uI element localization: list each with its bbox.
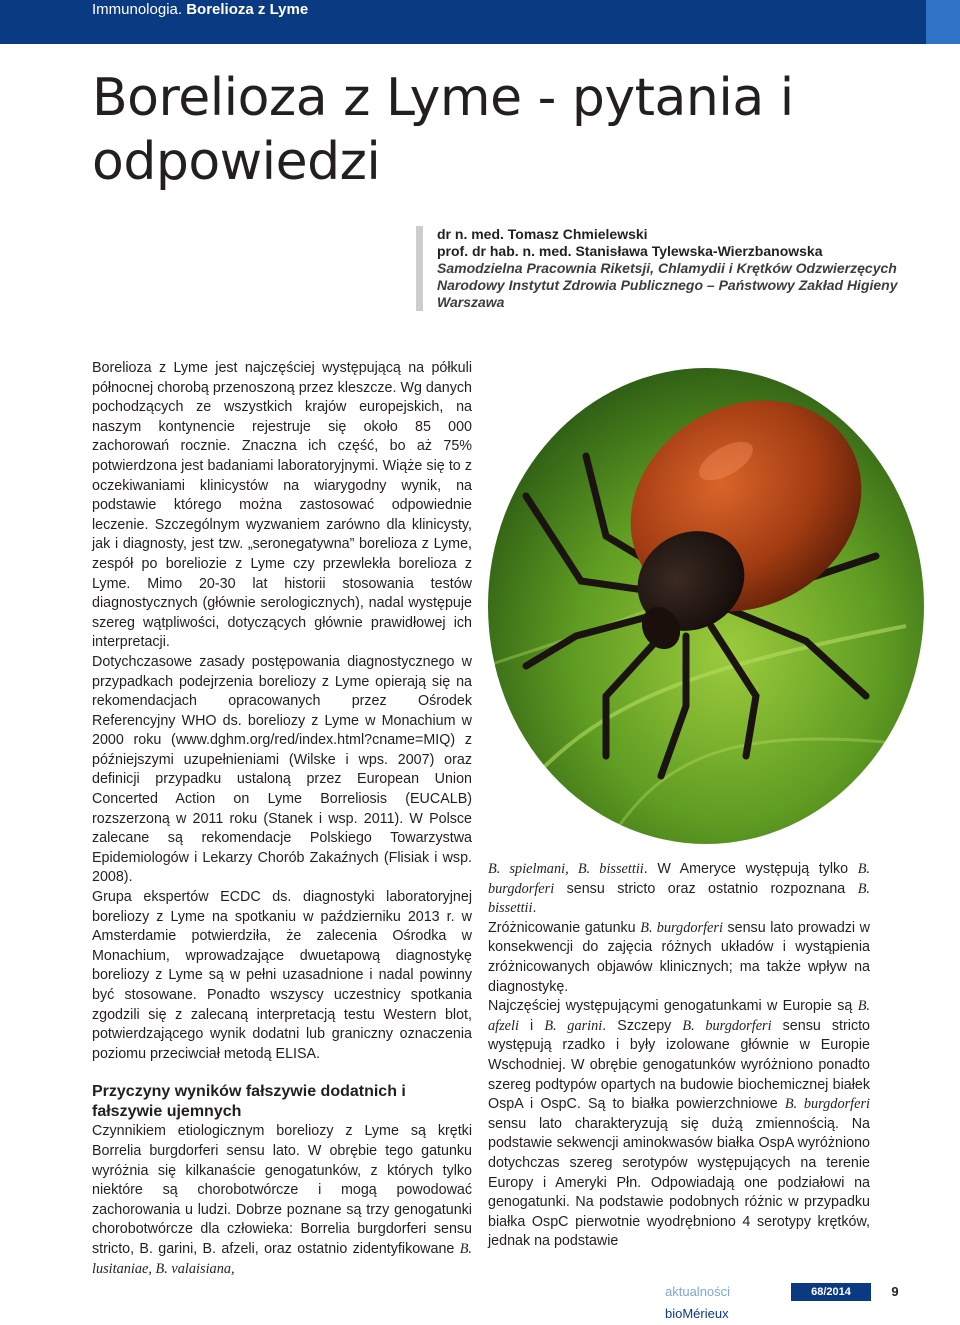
paragraph-species-america	[488, 860, 870, 919]
brand-prefix: aktualności	[665, 1284, 731, 1299]
section-topic: Borelioza z Lyme	[186, 1, 309, 18]
species-italic-4: B. burgdorferi	[640, 919, 723, 936]
affiliation-2: Narodowy Instytut Zdrowia Publicznego – Państwowy Zakład Higieny	[437, 277, 898, 293]
issue-number: 68/2014	[791, 1283, 871, 1301]
text-segment: sensu lato charakteryzują się dużą zmiennością. Na podstawie sekwencji aminokwasów białka OspA wyróżniono dotychczas szereg serotypów występujących na terenie Europy i Ameryki Płn. Odpowiadają one podziałowi na genogatunki. Na podstawie podobnych różnic w przypadku białka OspC pierwotnie wyodrębniono 4 serotypy krętków, jednak na podstawie	[488, 1115, 870, 1250]
top-header-bar	[0, 0, 960, 44]
page-footer	[665, 1281, 935, 1321]
paragraph-genospecies	[488, 997, 870, 1252]
header-corner-accent	[926, 0, 960, 44]
text-segment: Najczęściej występującymi genogatunkami w Europie są	[488, 998, 858, 1015]
paragraph-diversity	[488, 919, 870, 997]
paragraph-etiology	[92, 1122, 472, 1279]
right-column	[488, 860, 870, 1252]
article-title: Borelioza z Lyme - pytania i odpowiedzi	[92, 68, 794, 192]
affiliation-1: Samodzielna Pracownia Riketsji, Chlamydii i Krętków Odzwierzęcych	[437, 260, 897, 276]
paragraph-gap	[92, 1064, 472, 1082]
paragraph-intro: Borelioza z Lyme jest najczęściej występującą na półkuli północnej chorobą przenoszoną przez kleszcze. Wg danych pochodzących ze wszystkich krajów europejskich, na naszym kontynencie rejestruje się około 85 000 zachorowań rocznie. Znaczna ich część, bo aż 75% potwierdzona jest badaniami laboratoryjnymi. Wiąże się to z oczekiwaniami klinicystów na wiarygodny wynik, na podstawie którego można zastosować odpowiednie leczenie. Szczególnym wyzwaniem zarówno dla klinicysty, jak i diagnosty, jest tzw. „seronegatywna” borelioza z Lyme, zespół po boreliozie z Lyme czy przewlekła borelioza z Lyme. Mimo 20-30 lat historii stosowania testów diagnostycznych (głównie serologicznych), nadal występuje szereg wątpliwości, dotyczących głównie prawidłowej ich interpretacji.	[92, 360, 472, 651]
species-italic-2: B. burgdorferi	[488, 861, 870, 897]
paragraph-ecdc: Grupa ekspertów ECDC ds. diagnostyki laboratoryjnej boreliozy z Lyme na spotkaniu w październiku 2013 r. w Amsterdamie potwierdziła, że zalecenia Ośrodka w Monachium, wprowadzające dwuetapową diagnostykę boreliozy z Lyme są w pełni uzasadnione i nadal powinny być stosowane. Ponadto wszyscy uczestnicy spotkania zgodzili się z zalecaną interpretacją testu Western blot, potwierdzającego wynik dodatni lub graniczny oznaczenia poziomu przeciwciał metodą ELISA.	[92, 889, 472, 1062]
brand-name: bioMérieux	[665, 1306, 729, 1321]
text-segment: . Szczepy	[602, 1017, 683, 1034]
text-segment: . W Ameryce występują tylko	[643, 861, 858, 877]
text-segment: .	[532, 900, 537, 917]
species-italic-7: B. burgdorferi	[682, 1017, 772, 1034]
text-segment: sensu stricto oraz ostatnio rozpoznana	[554, 880, 858, 897]
text-segment: sensu stricto występują rzadko i były izolowane głównie w Europie Wschodniej. W obrębie genogatunków wyróżniono ponadto szereg podtypów opartych na budowie biochemicznej białek OspA i OspC. Są to białka powierzchniowe	[488, 1017, 871, 1113]
section-name: Immunologia.	[92, 1, 183, 18]
author-name-2: prof. dr hab. n. med. Stanisława Tylewska-Wierzbanowska	[437, 243, 823, 259]
text-segment: i	[518, 1017, 545, 1034]
section-heading: Przyczyny wyników fałszywie dodatnich i fałszywie ujemnych	[92, 1083, 406, 1121]
author-block	[416, 226, 937, 311]
species-italic-6: B. garini	[544, 1017, 603, 1034]
text-segment: Zróżnicowanie gatunku	[488, 919, 641, 936]
page-number: 9	[891, 1284, 899, 1299]
paragraph-etiology-text: Czynnikiem etiologicznym boreliozy z Lyme są krętki Borrelia burgdorferi sensu lato. W obrębie tego gatunku wyróżnia się kilkanaście genogatunków, z których tylko niektóre są chorobotwórcze i mogą powodować zachorowania u ludzi. Dobrze poznane są trzy genogatunki chorobotwórcze dla człowieka: Borrelia burgdorferi sensu stricto, B. garini, B. afzeli, oraz ostatnio zidentyfikowane	[92, 1123, 472, 1257]
species-italic-8: B. burgdorferi	[784, 1096, 871, 1113]
species-italic-1: B. spielmani, B. bissettii	[488, 861, 644, 877]
footer-brand	[665, 1281, 787, 1321]
species-names-italic: B. lusitaniae, B. valaisiana,	[92, 1240, 472, 1277]
section-label	[92, 0, 308, 20]
affiliation-3: Warszawa	[437, 294, 505, 310]
tick-photo	[486, 366, 926, 846]
left-column	[92, 359, 472, 1279]
text-segment: sensu lato prowadzi w konsekwencji do zajęcia różnych układów i wystąpienia zróżnicowanych objawów klinicznych; ma także wpływ na diagnostykę.	[488, 919, 870, 995]
species-italic-3: B. bissettii	[488, 880, 870, 917]
species-italic-5: B. afzeli	[488, 998, 870, 1034]
paragraph-recommendations: Dotychczasowe zasady postępowania diagnostycznego w przypadkach podejrzenia boreliozy z Lyme opierają się na rekomendacjach opracowanych przez Ośrodek Referencyjny WHO ds. boreliozy z Lyme w Monachium w 2000 roku (www.dghm.org/red/index.html?cname=MIQ) z późniejszymi uzupełnieniami (Wilske i wps. 2007) oraz definicji przypadku ustaloną przez European Union Concerted Action on Lyme Borreliosis (EUCALB) rozszerzoną w 2011 roku (Stanek i wsp. 2011). W Polsce zalecane są rekomendacje Polskiego Towarzystwa Epidemiologów i Lekarzy Chorób Zakaźnych (Flisiak i wsp. 2008).	[92, 653, 472, 886]
author-name-1: dr n. med. Tomasz Chmielewski	[437, 226, 648, 242]
